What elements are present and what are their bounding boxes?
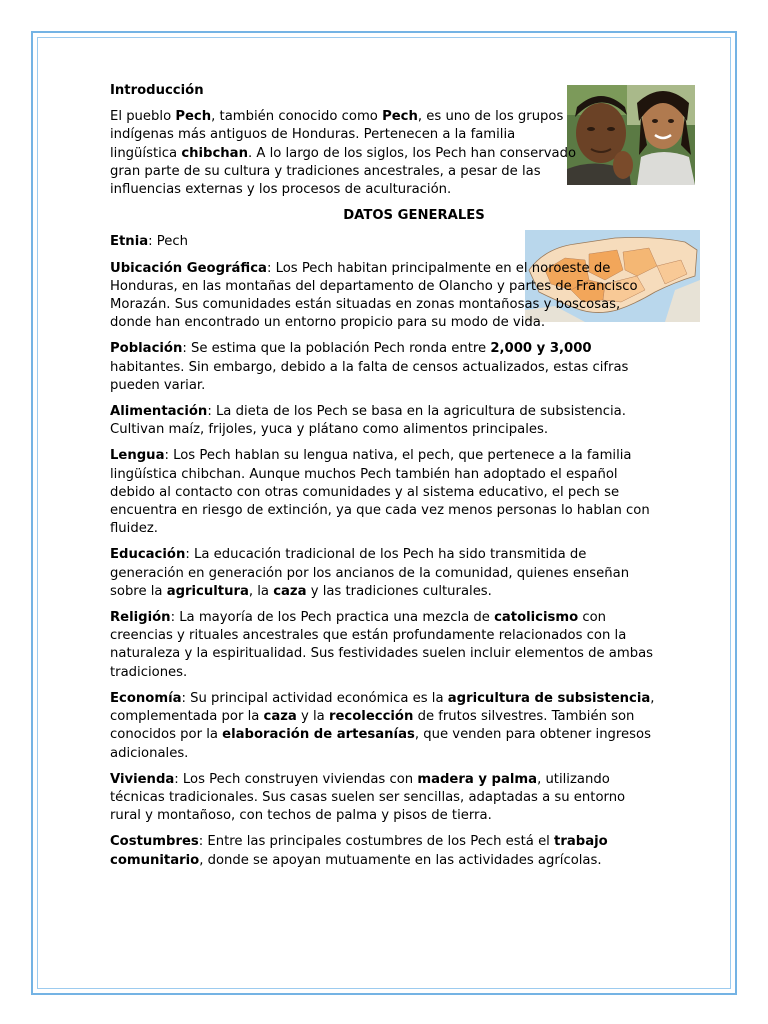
bold-text: madera y palma [417,771,538,787]
bold-text: Vivienda [110,771,175,787]
text-run: , donde se apoyan mutuamente en las actividades agrícolas. [199,852,602,868]
text-run: y las tradiciones culturales. [306,583,492,599]
bold-text: catolicismo [494,610,579,626]
paragraph-costumbres [110,833,658,869]
text-run: : Pech [148,234,188,250]
text-run: : Se estima que la población Pech ronda entre [182,341,491,357]
text-run: , también conocido como [211,109,383,125]
text-run: , es uno de los grupos indígenas más antiguos de Honduras. Pertenecen a la familia lingüística [110,109,564,161]
text-run: de frutos silvestres. También son conocidos por la [110,709,635,743]
text-run: : Los Pech habitan principalmente en el noroeste de Honduras, en las montañas del departamento de Olancho y partes de Francisco Morazán. Sus comunidades están situadas en zonas montañosas y boscosas, donde han encontrado un entorno propicio para su modo de vida. [110,260,638,331]
text-run: , utilizando técnicas tradicionales. Sus casas suelen ser sencillas, adaptadas a su entorno rural y montañoso, con techos de palma y pisos de tierra. [110,771,626,824]
bold-text: agricultura de subsistencia [447,690,651,706]
text-run: : Entre las principales costumbres de los Pech está el [198,834,555,850]
text-run: : Su principal actividad económica es la [181,690,448,706]
bold-text: Educación [110,547,186,563]
bold-text: Alimentación [110,404,208,420]
bold-text: 2,000 y 3,000 [490,341,592,357]
document-body [110,82,658,878]
text-run: , complementada por la [110,690,655,725]
bold-text: chibchan [181,145,248,161]
text-run: : Los Pech hablan su lengua nativa, el pech, que pertenece a la familia lingüística chibchan. Aunque muchos Pech también han adoptado el español debido al contacto con otras comunidades y al sistema educativo, el pech se encuentra en riesgo de extinción, ya que cada vez menos personas lo hablan con fluidez. [110,448,650,537]
section-title: DATOS GENERALES [343,208,485,224]
bold-text: caza [263,709,297,725]
text-run: , la [248,583,274,599]
bold-text: Religión [110,610,171,626]
bold-text: Población [110,341,183,357]
bold-text: Ubicación Geográfica [110,260,267,276]
bold-text: Economía [110,690,182,706]
text-run: : La mayoría de los Pech practica una mezcla de [170,610,495,626]
bold-text: Lengua [110,448,165,464]
text-run: : La dieta de los Pech se basa en la agricultura de subsistencia. Cultivan maíz, frijoles, yuca y plátano como alimentos principales. [110,404,626,438]
paragraph-vivienda [110,771,658,826]
bold-text: Costumbres [110,834,199,850]
paragraph-etnia [110,233,658,251]
text-run: con creencias y rituales ancestrales que están profundamente relacionados con la naturaleza y la espiritualidad. Sus festividades suelen incluir elementos de ambas tradiciones. [110,610,654,680]
paragraph-ubicacion [110,260,658,333]
text-run: : Los Pech construyen viviendas con [174,771,418,787]
text-run: . A lo largo de los siglos, los Pech han conservado gran parte de su cultura y tradiciones ancestrales, a pesar de las influencias externas y los procesos de aculturación. [110,145,577,198]
intro-paragraph [110,108,578,199]
text-run: habitantes. Sin embargo, debido a la falta de censos actualizados, estas cifras pueden variar. [110,359,629,393]
bold-text: recolección [328,709,414,725]
text-run: y la [296,709,329,725]
paragraph-lengua [110,447,658,538]
paragraph-religion [110,609,658,682]
paragraph-economia [110,690,658,763]
bold-text: trabajo comunitario [110,834,608,868]
paragraph-alimentacion [110,403,658,439]
paragraph-educacion [110,546,658,601]
bold-text: elaboración de artesanías [222,727,415,743]
bold-text: Pech [175,109,212,125]
intro-heading: Introducción [110,83,204,98]
bold-text: caza [273,583,307,599]
bold-text: Pech [382,109,418,125]
paragraph-poblacion [110,340,658,395]
bold-text: Etnia [110,234,149,250]
text-run: : La educación tradicional de los Pech ha sido transmitida de generación en generación por los ancianos de la comunidad, quienes enseñan sobre la [110,547,630,599]
text-run: El pueblo [110,109,176,125]
bold-text: agricultura [166,583,249,599]
text-run: , que venden para obtener ingresos adicionales. [110,727,651,761]
